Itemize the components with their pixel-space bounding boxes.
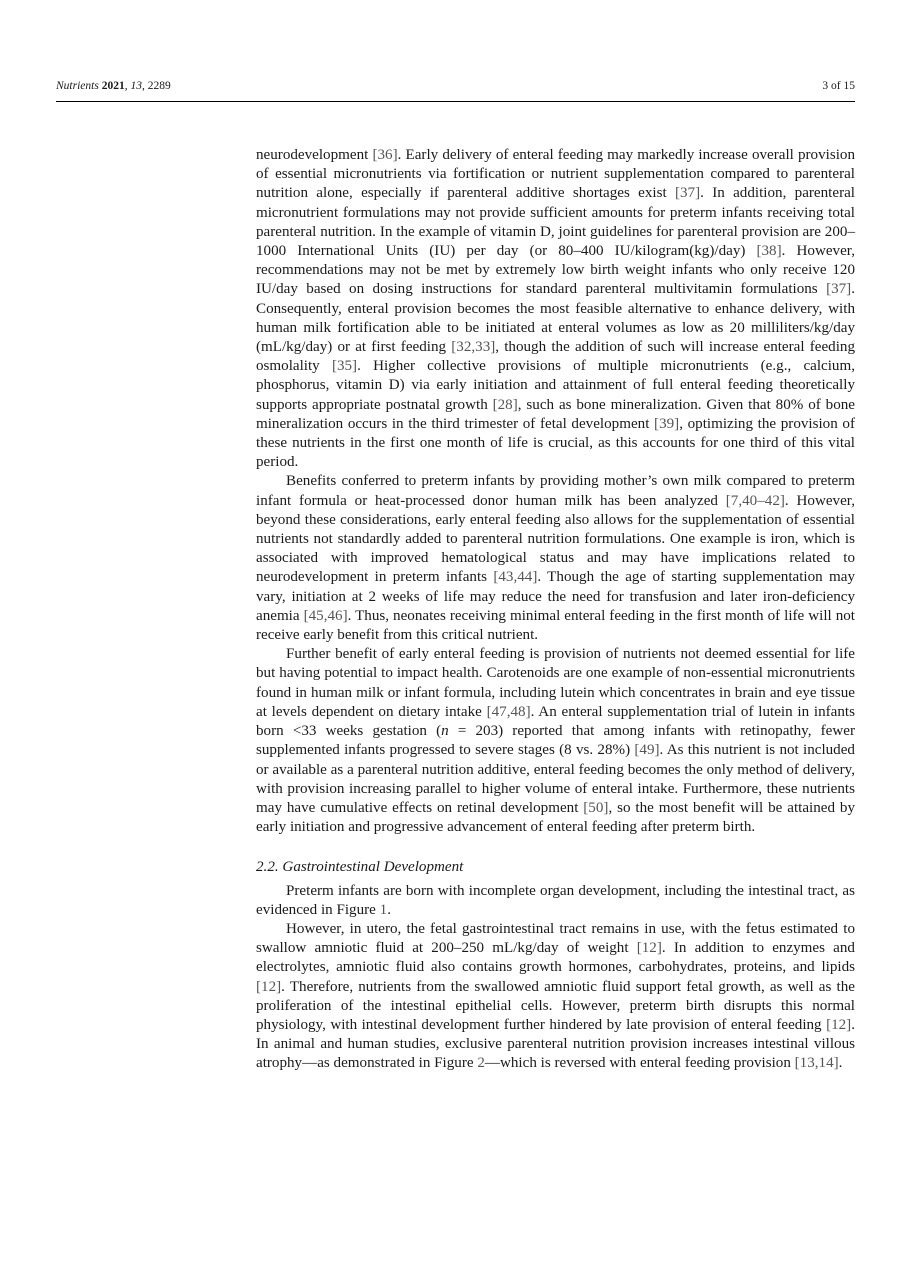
text-run: However, in utero, the fetal gastrointestinal tract remains in use, with the fetus estimated to swallow amniotic fluid at 200–250 mL/kg/day of weight (256, 920, 855, 957)
text-run: . In addition to enzymes and electrolytes, amniotic fluid also contains growth hormones, carbohydrates, proteins, and lipids (256, 940, 855, 976)
citation-link[interactable]: 2 (477, 1055, 485, 1072)
text-run: . Higher collective provisions of multiple micronutrients (e.g., calcium, phosphorus, vitamin D) via early initiation and attainment of full enteral feeding theoretically supports appropriate postnatal growth (256, 358, 855, 413)
citation-link[interactable]: [12] (636, 940, 662, 957)
text-run: . Therefore, nutrients from the swallowed amniotic fluid support fetal growth, as well as the proliferation of the intestinal epithelial cells. However, preterm birth disrupts this normal physiology, with intestinal development further hindered by late provision of enteral feeding (256, 978, 855, 1033)
citation-link[interactable]: [36] (372, 147, 398, 163)
text-run: . Consequently, enteral provision becomes the most feasible alternative to enhance delivery, with human milk fortification able to be initiated at enteral volumes as low as 20 milliliters/kg/day (mL/kg/day) or at first feeding (256, 281, 855, 356)
text-run: . In animal and human studies, exclusive parenteral nutrition provision increases intestinal villous atrophy—as demonstrated in Figure (256, 1016, 855, 1072)
text-run: neurodevelopment (256, 147, 373, 163)
citation-link[interactable]: [38] (756, 243, 782, 260)
citation-link[interactable]: [45,46] (303, 607, 348, 624)
paragraph-2 (256, 472, 855, 645)
citation-link[interactable]: [32,33] (451, 339, 496, 356)
citation-link[interactable]: [49] (634, 742, 660, 759)
text-run: . However, beyond these considerations, early enteral feeding also allows for the supplementation of essential nutrients not standardly added to parenteral nutrition formulations. One example is iron, which is associated with improved hematological status and may have implications related to neurodevelopment in preterm infants (256, 492, 855, 586)
citation-link[interactable]: [13,14] (794, 1055, 839, 1072)
text-run: . An enteral supplementation trial of lutein in infants born <33 weeks gestation ( (256, 703, 855, 740)
text-run: . As this nutrient is not included or available as a parenteral nutrition additive, enteral feeding becomes the only method of delivery, with provision increasing parallel to higher volume of enteral intake. Furthermore, these nutrients may have cumulative effects on retinal development (256, 742, 855, 816)
text-run: , optimizing the provision of these nutrients in the first one month of life is crucial, as this accounts for one third of this vital period. (256, 415, 855, 471)
text-run: —which is reversed with enteral feeding provision (484, 1055, 795, 1072)
header-rule (56, 101, 855, 102)
citation-link[interactable]: [50] (583, 799, 609, 816)
text-run: . (838, 1055, 843, 1072)
text-run: Further benefit of early enteral feeding is provision of nutrients not deemed essential for life but having potential to impact health. Carotenoids are one example of non-essential micronutrients found in human milk or infant formula, including lutein which concentrates in brain and eye tissue at levels dependent on dietary intake (256, 646, 855, 720)
text-run: , so the most benefit will be attained by early initiation and progressive advancement of enteral feeding after preterm birth. (256, 799, 855, 836)
citation-link[interactable]: [39] (654, 415, 680, 432)
citation-link[interactable]: [37] (826, 281, 852, 298)
citation-link[interactable]: [28] (492, 396, 518, 413)
text-run: . However, recommendations may not be met by extremely low birth weight infants who only receive 120 IU/day based on dosing instructions for standard parenteral multivitamin formulations (256, 243, 855, 298)
journal-citation: Nutrients 2021, 13, 2289 (56, 80, 171, 92)
section-paragraph-2 (256, 920, 855, 1074)
paragraph-1 (256, 146, 855, 472)
citation-link[interactable]: [35] (331, 358, 358, 375)
article-body (256, 146, 855, 1074)
citation-link[interactable]: [7,40–42] (725, 492, 785, 509)
text-run: Preterm infants are born with incomplete organ development, including the intestinal tract, as evidenced in Figure (256, 882, 855, 918)
journal-year: 2021 (101, 80, 125, 92)
text-run: . Early delivery of enteral feeding may markedly increase overall provision of essential micronutrients via fortification or nutrient supplementation compared to parenteral nutrition alone, especially if parenteral additive shortages exist (256, 147, 855, 202)
paragraph-3 (256, 645, 855, 837)
citation-link[interactable]: [43,44] (493, 569, 538, 586)
journal-article-number: 2289 (147, 80, 171, 92)
journal-volume: 13 (130, 80, 142, 92)
italic-text: n (441, 723, 449, 740)
page-number: 3 of 15 (822, 80, 855, 92)
text-run: . Though the age of starting supplementation may vary, initiation at 2 weeks of life may reduce the need for transfusion and later iron-deficiency anemia (256, 569, 855, 624)
text-run: . Thus, neonates receiving minimal enteral feeding in the first month of life will not receive early benefit from this critical nutrient. (256, 607, 855, 644)
section-heading: 2.2. Gastrointestinal Development (256, 859, 464, 876)
running-header (56, 80, 855, 100)
text-run: . In addition, parenteral micronutrient formulations may not provide sufficient amounts for preterm infants receiving total parenteral nutrition. In the example of vitamin D, joint guidelines for parenteral provision are 200–1000 International Units (IU) per day (or 80–400 IU/kilogram(kg)/day) (256, 185, 855, 260)
text-run: = 203) reported that among infants with retinopathy, fewer supplemented infants progressed to severe stages (8 vs. 28%) (256, 723, 855, 759)
text-run: , such as bone mineralization. Given that 80% of bone mineralization occurs in the third trimester of fetal development (256, 396, 855, 432)
journal-name: Nutrients (56, 80, 99, 92)
citation-link[interactable]: [12] (256, 978, 282, 995)
text-run: , though the addition of such will increase enteral feeding osmolality (256, 339, 855, 375)
citation-link[interactable]: 1 (379, 901, 388, 918)
citation-link[interactable]: [47,48] (486, 703, 531, 720)
section-paragraph-1 (256, 882, 855, 920)
text-run: Benefits conferred to preterm infants by providing mother’s own milk compared to preterm infant formula or heat-processed donor human milk has been analyzed (256, 473, 855, 509)
text-run: . (387, 901, 391, 918)
citation-link[interactable]: [37] (674, 185, 701, 202)
citation-link[interactable]: [12] (826, 1016, 852, 1033)
